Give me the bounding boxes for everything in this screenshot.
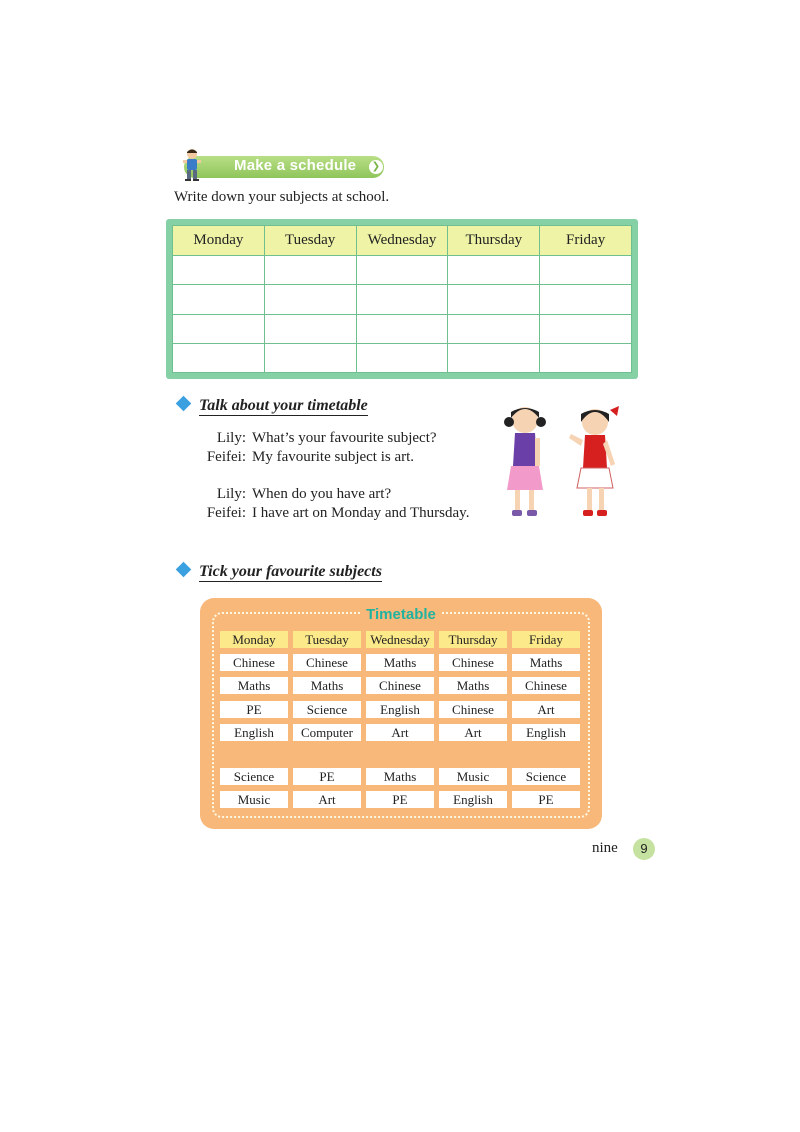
timetable-subject-cell[interactable]: Computer <box>293 724 361 741</box>
speaker-name: Feifei: <box>206 449 246 465</box>
timetable-subject-cell[interactable]: Chinese <box>439 654 507 671</box>
timetable-subject-cell[interactable]: Chinese <box>512 677 580 694</box>
girls-illustration <box>497 398 627 528</box>
section-heading-tick <box>174 563 382 581</box>
timetable-subject-cell[interactable]: PE <box>512 791 580 808</box>
timetable-subject-cell[interactable]: Maths <box>220 677 288 694</box>
timetable-subject-cell[interactable]: Science <box>512 768 580 785</box>
timetable-subject-cell[interactable]: English <box>439 791 507 808</box>
timetable-subject-cell[interactable]: Maths <box>366 654 434 671</box>
banner-title: Make a schedule <box>234 157 357 174</box>
schedule-header-cell: Wednesday <box>356 226 448 256</box>
section-heading-talk <box>174 397 368 415</box>
timetable-subject-cell[interactable]: Science <box>293 701 361 718</box>
timetable-subject-cell[interactable]: PE <box>366 791 434 808</box>
schedule-table <box>172 225 632 373</box>
timetable-subject-cell[interactable]: Chinese <box>366 677 434 694</box>
schedule-header-cell: Thursday <box>448 226 540 256</box>
section-heading-text: Talk about your timetable <box>199 397 368 414</box>
feifei-figure <box>569 406 619 516</box>
schedule-cell[interactable] <box>264 314 356 343</box>
timetable-subject-cell[interactable]: Art <box>366 724 434 741</box>
dialogue-line <box>196 485 469 504</box>
timetable-subject-cell[interactable]: Maths <box>293 677 361 694</box>
schedule-cell[interactable] <box>448 285 540 314</box>
dialogue-line <box>196 429 437 448</box>
timetable-subject-cell[interactable]: Maths <box>366 768 434 785</box>
schedule-row <box>173 343 632 372</box>
schedule-cell[interactable] <box>448 256 540 285</box>
dialogue-text: What’s your favourite subject? <box>252 430 437 446</box>
schedule-row <box>173 256 632 285</box>
timetable-card <box>200 598 602 829</box>
timetable-subject-cell[interactable]: Chinese <box>293 654 361 671</box>
timetable-subject-cell[interactable]: Music <box>439 768 507 785</box>
chevron-right-icon: ❯ <box>369 160 383 174</box>
timetable-subject-cell[interactable]: Music <box>220 791 288 808</box>
timetable-subject-cell[interactable]: Science <box>220 768 288 785</box>
section-heading-text: Tick your favourite subjects <box>199 563 382 580</box>
schedule-cell[interactable] <box>540 256 632 285</box>
page-word: nine <box>592 840 618 856</box>
schedule-row <box>173 285 632 314</box>
speaker-name: Feifei: <box>206 505 246 521</box>
schedule-cell[interactable] <box>448 343 540 372</box>
schedule-cell[interactable] <box>173 314 265 343</box>
lily-figure <box>504 407 546 516</box>
schedule-cell[interactable] <box>264 256 356 285</box>
timetable-subject-cell[interactable]: English <box>512 724 580 741</box>
dialogue-text: I have art on Monday and Thursday. <box>252 505 470 521</box>
timetable-subject-cell[interactable]: Art <box>439 724 507 741</box>
section-banner-make-schedule <box>172 147 386 183</box>
schedule-cell[interactable] <box>448 314 540 343</box>
timetable-subject-cell[interactable]: English <box>366 701 434 718</box>
schedule-cell[interactable] <box>173 256 265 285</box>
timetable-subject-cell[interactable]: PE <box>293 768 361 785</box>
timetable-subject-cell[interactable]: Art <box>293 791 361 808</box>
timetable-day-header: Wednesday <box>366 631 434 648</box>
schedule-header-row <box>173 226 632 256</box>
speaker-name: Lily: <box>216 430 246 446</box>
instruction-text: Write down your subjects at school. <box>174 189 390 205</box>
schedule-cell[interactable] <box>264 343 356 372</box>
schedule-row <box>173 314 632 343</box>
timetable-title: Timetable <box>200 606 602 623</box>
schedule-cell[interactable] <box>356 285 448 314</box>
dialogue-block-1 <box>196 429 437 467</box>
diamond-bullet-icon <box>176 396 192 412</box>
timetable-day-header: Thursday <box>439 631 507 648</box>
dialogue-line <box>196 448 437 467</box>
timetable-day-header: Tuesday <box>293 631 361 648</box>
timetable-subject-cell[interactable]: English <box>220 724 288 741</box>
dialogue-text: When do you have art? <box>252 486 392 502</box>
schedule-cell[interactable] <box>356 314 448 343</box>
schedule-cell[interactable] <box>540 343 632 372</box>
schedule-header-cell: Tuesday <box>264 226 356 256</box>
schedule-cell[interactable] <box>173 285 265 314</box>
boy-icon <box>172 147 208 183</box>
schedule-header-cell: Friday <box>540 226 632 256</box>
schedule-table-frame <box>166 219 638 379</box>
schedule-cell[interactable] <box>356 343 448 372</box>
dialogue-block-2 <box>196 485 469 523</box>
schedule-cell[interactable] <box>540 285 632 314</box>
schedule-header-cell: Monday <box>173 226 265 256</box>
timetable-subject-cell[interactable]: Maths <box>439 677 507 694</box>
timetable-subject-cell[interactable]: Chinese <box>220 654 288 671</box>
timetable-subject-cell[interactable]: Maths <box>512 654 580 671</box>
dialogue-text: My favourite subject is art. <box>252 449 415 465</box>
dialogue-line <box>196 504 469 523</box>
speaker-name: Lily: <box>216 486 246 502</box>
page-number-badge: 9 <box>633 838 655 860</box>
timetable-subject-cell[interactable]: PE <box>220 701 288 718</box>
timetable-subject-cell[interactable]: Chinese <box>439 701 507 718</box>
timetable-day-header: Friday <box>512 631 580 648</box>
schedule-cell[interactable] <box>540 314 632 343</box>
schedule-cell[interactable] <box>173 343 265 372</box>
diamond-bullet-icon <box>176 562 192 578</box>
timetable-subject-cell[interactable]: Art <box>512 701 580 718</box>
schedule-cell[interactable] <box>264 285 356 314</box>
schedule-cell[interactable] <box>356 256 448 285</box>
timetable-day-header: Monday <box>220 631 288 648</box>
